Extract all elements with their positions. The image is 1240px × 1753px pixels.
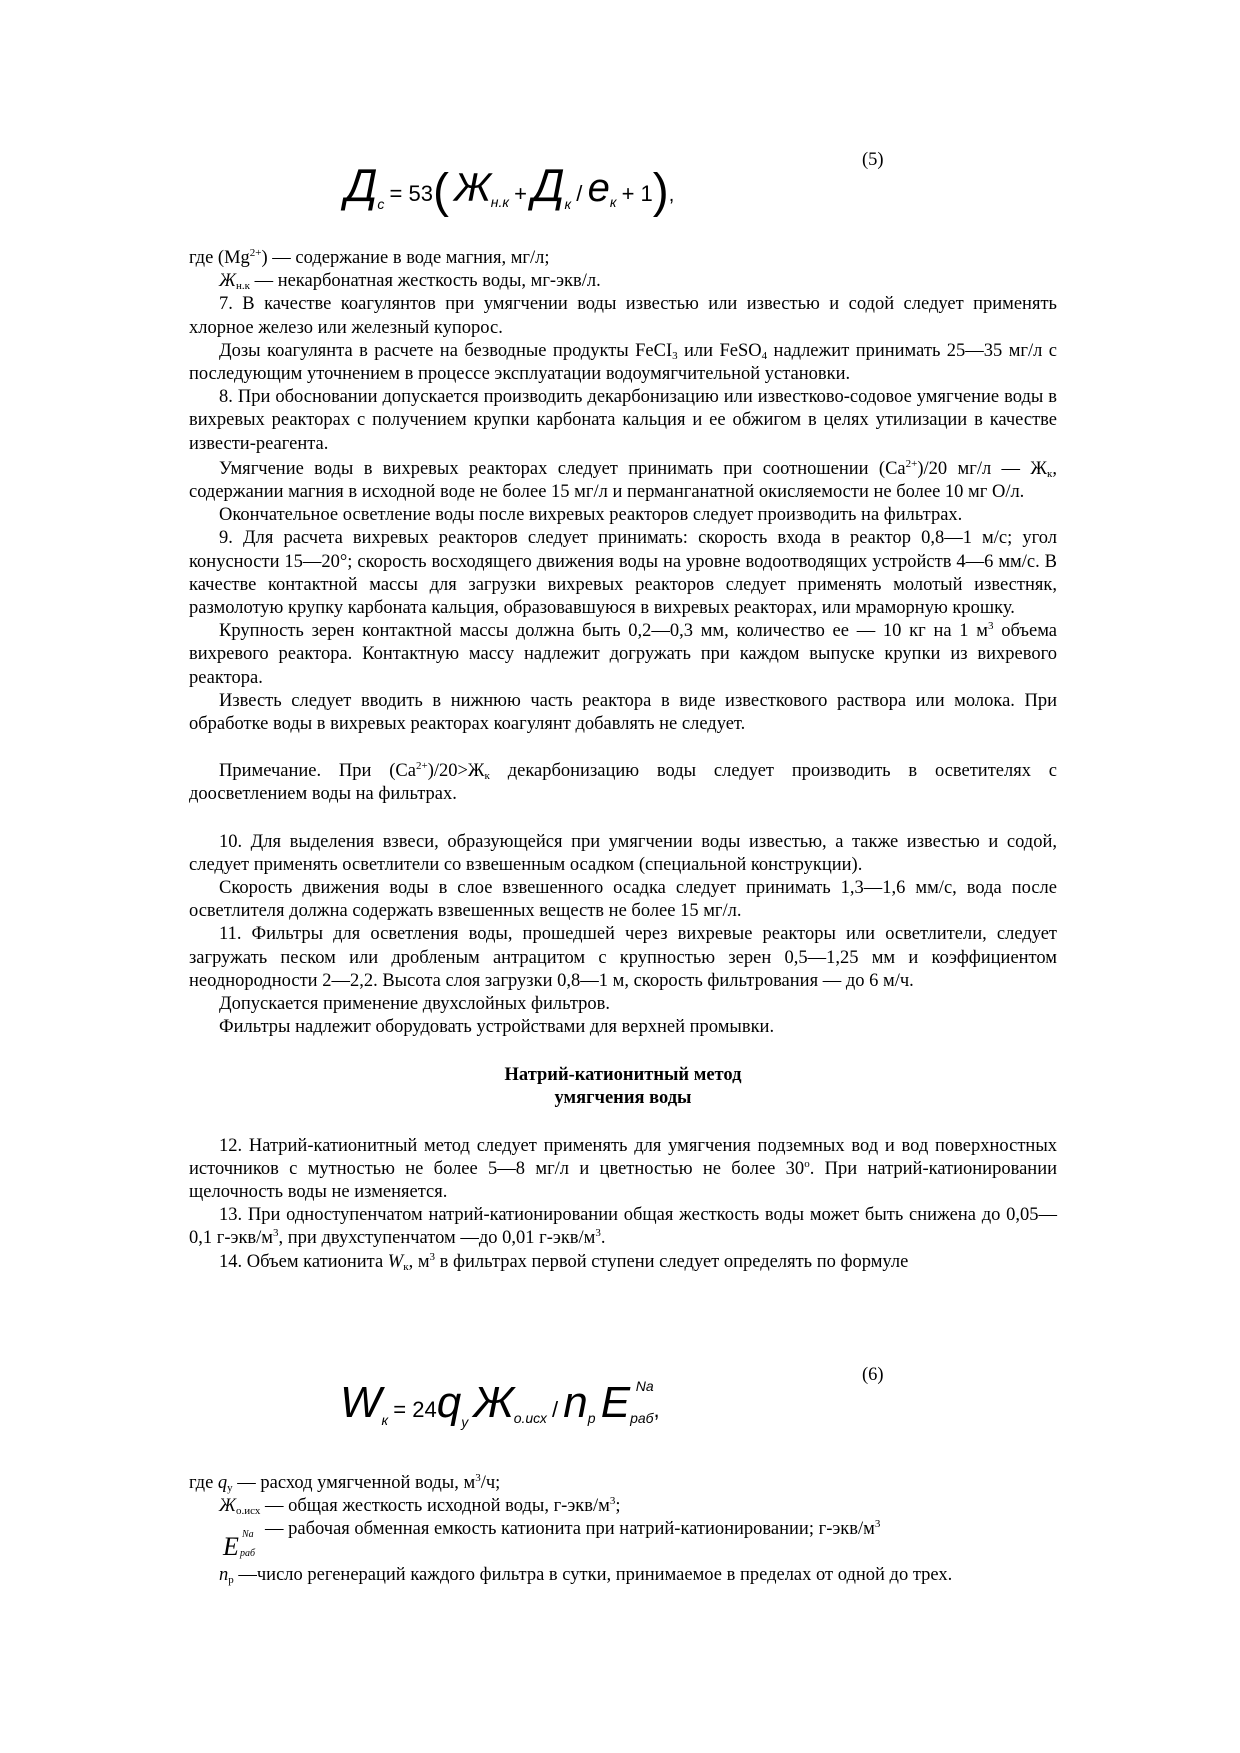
paragraph: Окончательное осветление воды после вихревых реакторов следует производить на фильтрах. bbox=[219, 505, 963, 526]
paragraph: 11. Фильтры для осветления воды, прошедшей через вихревые реакторы или осветлители, следует загружать песком или дробленым антрацитом с крупностью зерен 0,5—1,25 мм и коэффициентом неоднородности 2—2,2. Высота слоя загрузки 0,8—1 м, скорость фильтрования — до 6 м/ч. bbox=[189, 924, 1057, 991]
paragraph: $Ж_{о.исх}$ — общая жесткость исходной воды, $г-экв/м^3$; bbox=[219, 1495, 621, 1518]
formula-symbol: e bbox=[587, 166, 610, 210]
paragraph: Фильтры надлежит оборудовать устройствами для верхней промывки. bbox=[219, 1017, 775, 1038]
paragraph: где $q_у$ — расход умягченной воды, $м^3/ч$; bbox=[189, 1472, 501, 1494]
text-block-2 bbox=[189, 1472, 1057, 1588]
formula-subscript: к bbox=[609, 194, 617, 210]
equation-number-6: (6) bbox=[862, 1365, 884, 1385]
paragraph: 14. Объем катионита $W_к$, $м^3$ в фильтрах первой ступени следует определять по формуле bbox=[219, 1250, 909, 1273]
formula-subscript: раб bbox=[630, 1410, 654, 1426]
paragraph: Скорость движения воды в слое взвешенного осадка следует принимать 1,3—1,6 мм/с, вода после осветлителя должна содержать взвешенных веществ не более 15 мг/л. bbox=[189, 878, 1057, 922]
formula-symbol: Д bbox=[532, 159, 565, 211]
formula-subscript: р bbox=[587, 1410, 596, 1426]
formula-subscript: о.исх bbox=[513, 1410, 547, 1426]
formula-operator: + bbox=[514, 181, 527, 206]
formula-symbol: q bbox=[436, 1378, 462, 1427]
formula-symbol: Ж bbox=[454, 166, 491, 210]
spacer bbox=[189, 1040, 1057, 1064]
formula-symbol: Д bbox=[345, 159, 378, 211]
paragraph: 9. Для расчета вихревых реакторов следует принимать: скорость входа в реактор 0,8—1 м/с; угол конусности 15—20°; скорость восходящего движения воды на уровне водоотводящих устройств 4—6 мм/с. В качестве контактной массы для загрузки вихревых реакторов следует применять молотый известняк, размолотую крупку карбоната кальция, образовавшуюся в вихревых реакторах, или мраморную крошку. bbox=[189, 528, 1057, 619]
paragraph: 7. В качестве коагулянтов при умягчении воды известью или известью и содой следует применять хлорное железо или железный купорос. bbox=[189, 294, 1057, 338]
paragraph: Дозы коагулянта в расчете на безводные продукты FeCI$_3$ или FeSO$_4$ надлежит принимать 25—35 мг/л с последующим уточнением в процессе эксплуатации водоумягчительной установки. bbox=[189, 340, 1057, 385]
formula-operator: / bbox=[552, 1397, 559, 1422]
formula-operator: / bbox=[576, 181, 583, 206]
formula-6 bbox=[340, 1378, 660, 1448]
spacer bbox=[189, 1111, 1057, 1135]
spacer bbox=[189, 736, 1057, 760]
equation-number-5: (5) bbox=[862, 150, 884, 170]
formula-symbol: E bbox=[223, 1532, 239, 1562]
formula-symbol: Ж bbox=[473, 1378, 514, 1427]
paragraph bbox=[189, 1518, 1057, 1564]
paragraph: 13. При одноступенчатом натрий-катионировании общая жесткость воды может быть снижена до 0,05—0,1 $г-экв/м^3$, при двухступенчатом —до 0,01 $г-экв/м^3$. bbox=[189, 1205, 1057, 1249]
formula-paren: ) bbox=[652, 165, 669, 218]
paragraph-text: — рабочая обменная емкость катионита при натрий-катионировании; $г-экв/м^3$ bbox=[265, 1518, 881, 1540]
formula-symbol: W bbox=[340, 1378, 382, 1427]
paragraph: 12. Натрий-катионитный метод следует применять для умягчения подземных вод и вод поверхностных источников с мутностью не более 5—8 мг/л и цветностью не более $30^о$. При натрий-катионировании щелочность воды не изменяется. bbox=[189, 1135, 1057, 1202]
paragraph: Известь следует вводить в нижнюю часть реактора в виде известкового раствора или молока. При обработке воды в вихревых реакторах коагулянт добавлять не следует. bbox=[189, 690, 1057, 735]
paragraph: Умягчение воды в вихревых реакторах следует принимать при соотношении $(Ca^{2+})/20$ мг/л — $Ж_к$, содержании магния в исходной воде не более 15 мг/л и перманганатной окисляемости не более 10 мг O/л. bbox=[189, 457, 1057, 503]
formula-subscript: н.к bbox=[490, 194, 509, 210]
formula-operator: + 1 bbox=[621, 181, 653, 206]
formula-operator: = 24 bbox=[393, 1397, 437, 1422]
paragraph: 8. При обосновании допускается производить декарбонизацию или известково-содовое умягчение воды в вихревых реакторах с получением крупки карбоната кальция и ее обжигом в целях утилизации в качестве извести-реагента. bbox=[189, 387, 1057, 454]
paragraph: $Ж_{н.к}$ — некарбонатная жесткость воды, мг-экв/л. bbox=[219, 271, 601, 293]
paragraph: 10. Для выделения взвеси, образующейся при умягчении воды известью, а также известью и содой, следует применять осветлители со взвешенным осадком (специальной конструкции). bbox=[189, 831, 1057, 875]
section-heading: умягчения воды bbox=[554, 1088, 692, 1108]
formula-comma: , bbox=[668, 184, 675, 206]
note-paragraph: Примечание. При $(Ca^{2+})/20>Ж_к$ декарбонизацию воды следует производить в осветителях с доосветлением воды на фильтрах. bbox=[189, 760, 1058, 805]
formula-subscript: у bbox=[461, 1414, 469, 1430]
formula-paren: ( bbox=[432, 165, 449, 218]
paragraph: Допускается применение двухслойных фильтров. bbox=[219, 994, 611, 1015]
formula-subscript: к bbox=[381, 1412, 389, 1428]
paragraph: где $(Mg^{2+})$ — содержание в воде магния, мг/л; bbox=[189, 247, 550, 268]
formula-5 bbox=[345, 158, 674, 218]
text-block-1 bbox=[189, 247, 1057, 1274]
paragraph: $n_р$ —число регенераций каждого фильтра в сутки, принимаемое в пределах от одной до трех. bbox=[219, 1565, 953, 1587]
formula-comma: , bbox=[653, 1397, 660, 1422]
formula-operator: = 53 bbox=[389, 181, 433, 206]
formula-superscript: Na bbox=[242, 1529, 254, 1541]
formula-symbol: n bbox=[563, 1378, 588, 1427]
formula-superscript: Na bbox=[635, 1378, 654, 1394]
formula-symbol: E bbox=[600, 1378, 631, 1427]
formula-subscript: раб bbox=[240, 1548, 256, 1560]
spacer bbox=[189, 807, 1057, 831]
formula-subscript: к bbox=[564, 196, 572, 212]
paragraph: Крупность зерен контактной массы должна быть 0,2—0,3 мм, количество ее — 10 кг на 1 $м^3$ объема вихревого реактора. Контактную массу надлежит догружать при каждом выпуске крупки из вихревого реактора. bbox=[189, 620, 1058, 688]
formula-subscript: c bbox=[377, 196, 385, 212]
section-heading: Натрий-катионитный метод bbox=[504, 1064, 742, 1085]
